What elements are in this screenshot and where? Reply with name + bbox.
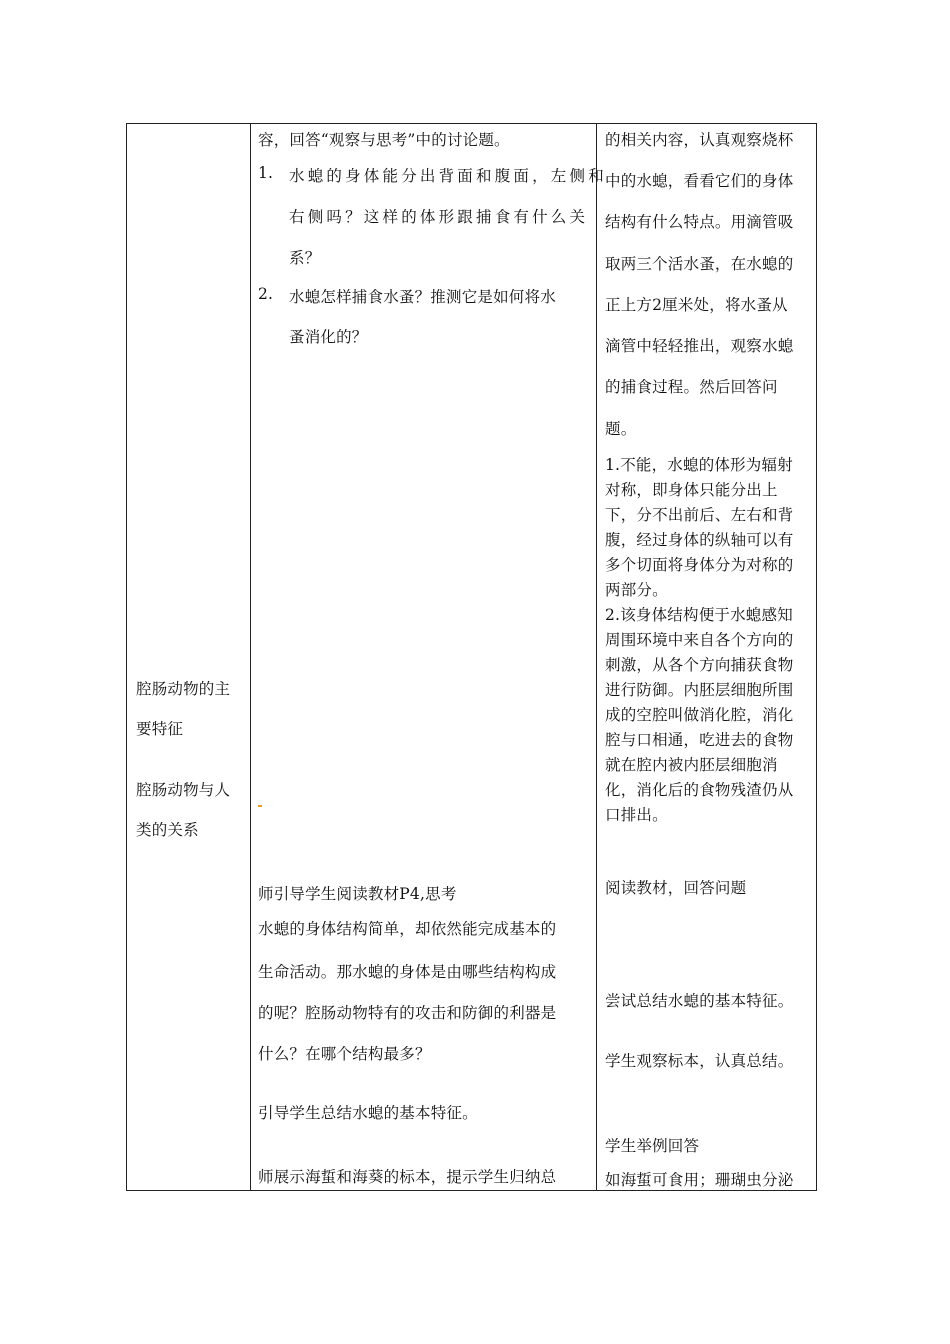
answer-line: 周围环境中来自各个方向的 — [605, 631, 794, 649]
question-line: 水螅的身体能分出背面和腹面，左侧和 — [289, 167, 607, 185]
question-line: 右侧吗？这样的体形跟捕食有什么关 — [289, 208, 589, 226]
question-line: 水螅怎样捕食水蚤？推测它是如何将水 — [289, 288, 556, 306]
paragraph-line: 什么？在哪个结构最多？ — [258, 1045, 431, 1063]
answer-line: 的相关内容，认真观察烧杯 — [605, 131, 794, 149]
paragraph-line: 师引导学生阅读教材P4,思考 — [258, 885, 457, 903]
topic-line: 要特征 — [136, 720, 184, 738]
answer-line: 腔与口相通，吃进去的食物 — [605, 731, 794, 749]
answer-line: 刺激，从各个方向捕获食物 — [605, 656, 794, 674]
answer-line: 口排出。 — [605, 806, 668, 824]
question-number: 1. — [258, 164, 274, 182]
answer-line: 如海蜇可食用；珊瑚虫分泌 — [605, 1171, 794, 1189]
paragraph-line: 的呢？腔肠动物特有的攻击和防御的利器是 — [258, 1004, 557, 1022]
column-divider-1 — [250, 123, 251, 1191]
answer-line: 腹，经过身体的纵轴可以有 — [605, 531, 794, 549]
answer-line: 对称，即身体只能分出上 — [605, 481, 778, 499]
answer-line: 1.不能，水螅的体形为辐射 — [605, 456, 793, 474]
answer-line: 多个切面将身体分为对称的 — [605, 556, 794, 574]
topic-line: 类的关系 — [136, 821, 199, 839]
answer-line: 题。 — [605, 420, 637, 438]
column-divider-2 — [596, 123, 597, 1191]
paragraph-line: 水螅的身体结构简单，却依然能完成基本的 — [258, 920, 557, 938]
intro-line: 容，回答“观察与思考”中的讨论题。 — [258, 131, 510, 149]
topic-line: 腔肠动物与人 — [136, 781, 231, 799]
answer-line: 2.该身体结构便于水螅感知 — [605, 606, 793, 624]
paragraph-line: 师展示海蜇和海葵的标本，提示学生归纳总 — [258, 1168, 557, 1186]
answer-line: 进行防御。内胚层细胞所围 — [605, 681, 794, 699]
answer-line: 尝试总结水螅的基本特征。 — [605, 992, 794, 1010]
answer-line: 下，分不出前后、左右和背 — [605, 506, 794, 524]
answer-line: 就在腔内被内胚层细胞消 — [605, 756, 778, 774]
topic-line: 腔肠动物的主 — [136, 680, 231, 698]
answer-line: 阅读教材，回答问题 — [605, 879, 747, 897]
answer-line: 化，消化后的食物残渣仍从 — [605, 781, 794, 799]
answer-line: 的捕食过程。然后回答问 — [605, 378, 778, 396]
answer-line: 学生举例回答 — [605, 1137, 700, 1155]
answer-line: 滴管中轻轻推出，观察水螅 — [605, 337, 794, 355]
paragraph-line: 生命活动。那水螅的身体是由哪些结构构成 — [258, 963, 557, 981]
question-line: 蚤消化的？ — [289, 328, 368, 346]
paragraph-line: 引导学生总结水螅的基本特征。 — [258, 1104, 478, 1122]
answer-line: 正上方2厘米处，将水蚤从 — [605, 296, 788, 314]
answer-line: 中的水螅，看看它们的身体 — [605, 172, 794, 190]
answer-line: 两部分。 — [605, 581, 668, 599]
question-line: 系？ — [289, 249, 321, 267]
answer-line: 成的空腔叫做消化腔，消化 — [605, 706, 794, 724]
marker-dot — [258, 805, 262, 807]
answer-line: 学生观察标本，认真总结。 — [605, 1052, 794, 1070]
answer-line: 结构有什么特点。用滴管吸 — [605, 213, 794, 231]
answer-line: 取两三个活水蚤，在水螅的 — [605, 255, 794, 273]
question-number: 2. — [258, 285, 274, 303]
